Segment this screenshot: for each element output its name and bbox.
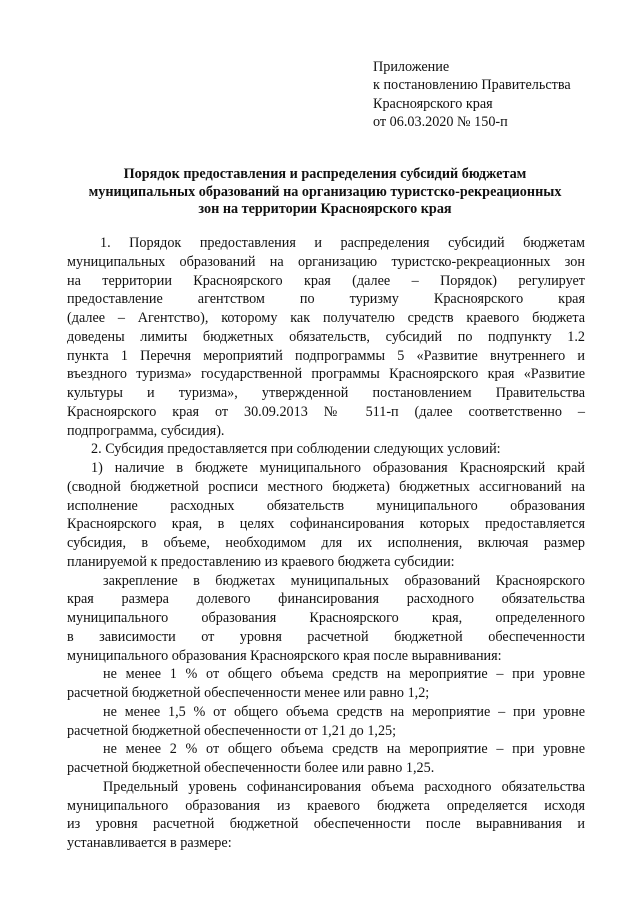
- paragraph-line: расчетной бюджетной обеспеченности менее или равно 1,2;: [67, 685, 430, 701]
- paragraph-line: расчетной бюджетной обеспеченности от 1,21 до 1,25;: [67, 722, 397, 739]
- appendix-line: от 06.03.2020 № 150-п: [373, 114, 508, 131]
- appendix-line: к постановлению Правительства: [373, 77, 571, 94]
- title-line: Порядок предоставления и распределения субсидий бюджетам: [123, 166, 527, 182]
- paragraph-line: 1) наличие в бюджете муниципального образования Красноярский край: [91, 460, 585, 476]
- paragraph-line: предоставление агентством по туризму Красноярского края: [67, 291, 585, 308]
- paragraph-line: не менее 2 % от общего объема средств на мероприятие – при уровне: [103, 741, 585, 758]
- paragraph-line: Красноярского края, в целях софинансирования которых предоставляется: [67, 516, 585, 533]
- paragraph-line: из уровня расчетной бюджетной обеспеченности после выравнивания и: [67, 816, 585, 833]
- paragraph-line: не менее 1,5 % от общего объема средств на мероприятие – при уровне: [103, 703, 585, 720]
- paragraph-line: муниципального образования из краевого бюджета определяется исходя: [67, 797, 585, 814]
- appendix-line: Красноярского края: [373, 95, 493, 112]
- paragraph-line: (далее – Агентство), которому как получателю средств краевого бюджета: [67, 310, 585, 326]
- paragraph-line: культуры и туризма», утвержденной постановлением Правительства: [67, 385, 585, 401]
- paragraph-line: субсидия, в объеме, необходимом для их исполнения, включая размер: [67, 535, 585, 551]
- paragraph-line: устанавливается в размере:: [67, 835, 232, 851]
- paragraph-line: 2. Субсидия предоставляется при соблюдении следующих условий:: [91, 441, 501, 458]
- paragraph-line: не менее 1 % от общего объема средств на мероприятие – при уровне: [103, 666, 585, 683]
- paragraph-line: края размера долевого финансирования расходного обязательства: [67, 591, 585, 608]
- paragraph-line: муниципального образования Красноярского края после выравнивания:: [67, 647, 502, 664]
- paragraph-line: исполнение расходных обязательств муниципального образования: [67, 497, 585, 514]
- paragraph-line: закрепление в бюджетах муниципальных образований Красноярского: [103, 572, 585, 589]
- paragraph-line: муниципальных образований на организацию туристско-рекреационных зон: [67, 253, 585, 270]
- paragraph-line: расчетной бюджетной обеспеченности более или равно 1,25.: [67, 760, 435, 776]
- paragraph-line: планируемой к предоставлению из краевого бюджета субсидии:: [67, 553, 455, 570]
- document-title: [60, 166, 590, 219]
- paragraph-line: подпрограмма, субсидия).: [67, 422, 225, 439]
- paragraph-line: в зависимости от уровня расчетной бюджетной обеспеченности: [67, 628, 585, 645]
- paragraph-line: (сводной бюджетной росписи местного бюджета) бюджетных ассигнований на: [67, 478, 585, 495]
- appendix-line: Приложение: [373, 59, 450, 75]
- paragraph-line: Предельный уровень софинансирования объема расходного обязательства: [103, 778, 585, 795]
- paragraph-line: муниципального образования Красноярского края, определенного: [67, 610, 585, 626]
- paragraph-line: 1. Порядок предоставления и распределения субсидий бюджетам: [100, 235, 585, 251]
- title-line: зон на территории Красноярского края: [198, 201, 452, 218]
- paragraph-line: Красноярского края от 30.09.2013 № 511-п (далее соответственно –: [67, 403, 585, 420]
- paragraph-line: доведены лимиты бюджетных обязательств, субсидий по подпункту 1.2: [67, 328, 585, 345]
- document-body: [67, 234, 585, 853]
- title-line: муниципальных образований на организацию туристско-рекреационных: [88, 183, 562, 200]
- appendix-header: [373, 58, 623, 132]
- paragraph-line: на территории Красноярского края (далее – Порядок) регулирует: [67, 272, 585, 289]
- paragraph-line: пункта 1 Перечня мероприятий подпрограммы 5 «Развитие внутреннего и: [67, 347, 585, 364]
- paragraph-line: въездного туризма» государственной программы Красноярского края «Развитие: [67, 366, 585, 383]
